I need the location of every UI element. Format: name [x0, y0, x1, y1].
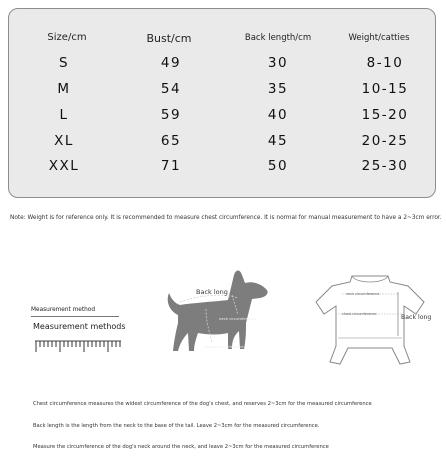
cell-bust: 54	[160, 81, 182, 97]
dog-silhouette-icon	[160, 265, 280, 365]
cell-bust: 59	[160, 107, 182, 123]
footnote-neck: Measure the circumference of the dog's neck around the neck, and leave 2~3cm for the measured circumference	[33, 444, 329, 450]
cell-bust: 71	[160, 158, 182, 174]
garment-neck-label: neck circumference	[346, 292, 380, 296]
cell-size: M	[57, 81, 71, 97]
garment-chest-label: chest circumference	[342, 312, 377, 316]
cell-bust: 49	[160, 55, 182, 71]
cell-weight: 25-30	[361, 158, 409, 174]
cell-weight: 15-20	[361, 107, 409, 123]
cell-bust: 65	[160, 133, 182, 149]
cell-back-length: 50	[267, 158, 289, 174]
size-chart-card	[8, 8, 436, 198]
dog-back-long-label: Back long	[196, 288, 228, 296]
cell-weight: 20-25	[361, 133, 409, 149]
cell-size: S	[58, 55, 70, 71]
header-bust: Bust/cm	[146, 32, 192, 45]
measurement-method-label: Measurement method	[31, 307, 96, 313]
cell-size: L	[59, 107, 69, 123]
footnote-back-length: Back length is the length from the neck to the base of the tail. Leave 2~3cm for the measured circumference.	[33, 423, 320, 429]
measurement-methods-title: Measurement methods	[33, 322, 126, 331]
dog-chest-label: chest circumference	[205, 344, 244, 349]
header-weight: Weight/catties	[348, 33, 410, 43]
cell-size: XL	[54, 133, 74, 149]
dog-neck-label: neck circumference	[219, 316, 257, 321]
footnote-chest: Chest circumference measures the widest circumference of the dog's chest, and reserves 2~3cm for the measured circumference	[33, 401, 372, 407]
cell-weight: 10-15	[361, 81, 409, 97]
cell-size: XXL	[48, 158, 80, 174]
cell-back-length: 45	[267, 133, 289, 149]
cell-back-length: 35	[267, 81, 289, 97]
garment-back-long-label: Back long	[401, 314, 432, 321]
tape-measure-icon	[35, 339, 121, 355]
cell-back-length: 40	[267, 107, 289, 123]
weight-note: Note: Weight is for reference only. It is recommended to measure chest circumference. It is normal for manual measurement to have a 2~3cm error.	[10, 215, 442, 221]
divider	[31, 316, 119, 317]
cell-back-length: 30	[267, 55, 289, 71]
cell-weight: 8-10	[366, 55, 404, 71]
header-back-length: Back length/cm	[244, 33, 312, 43]
header-size: Size/cm	[47, 32, 87, 43]
